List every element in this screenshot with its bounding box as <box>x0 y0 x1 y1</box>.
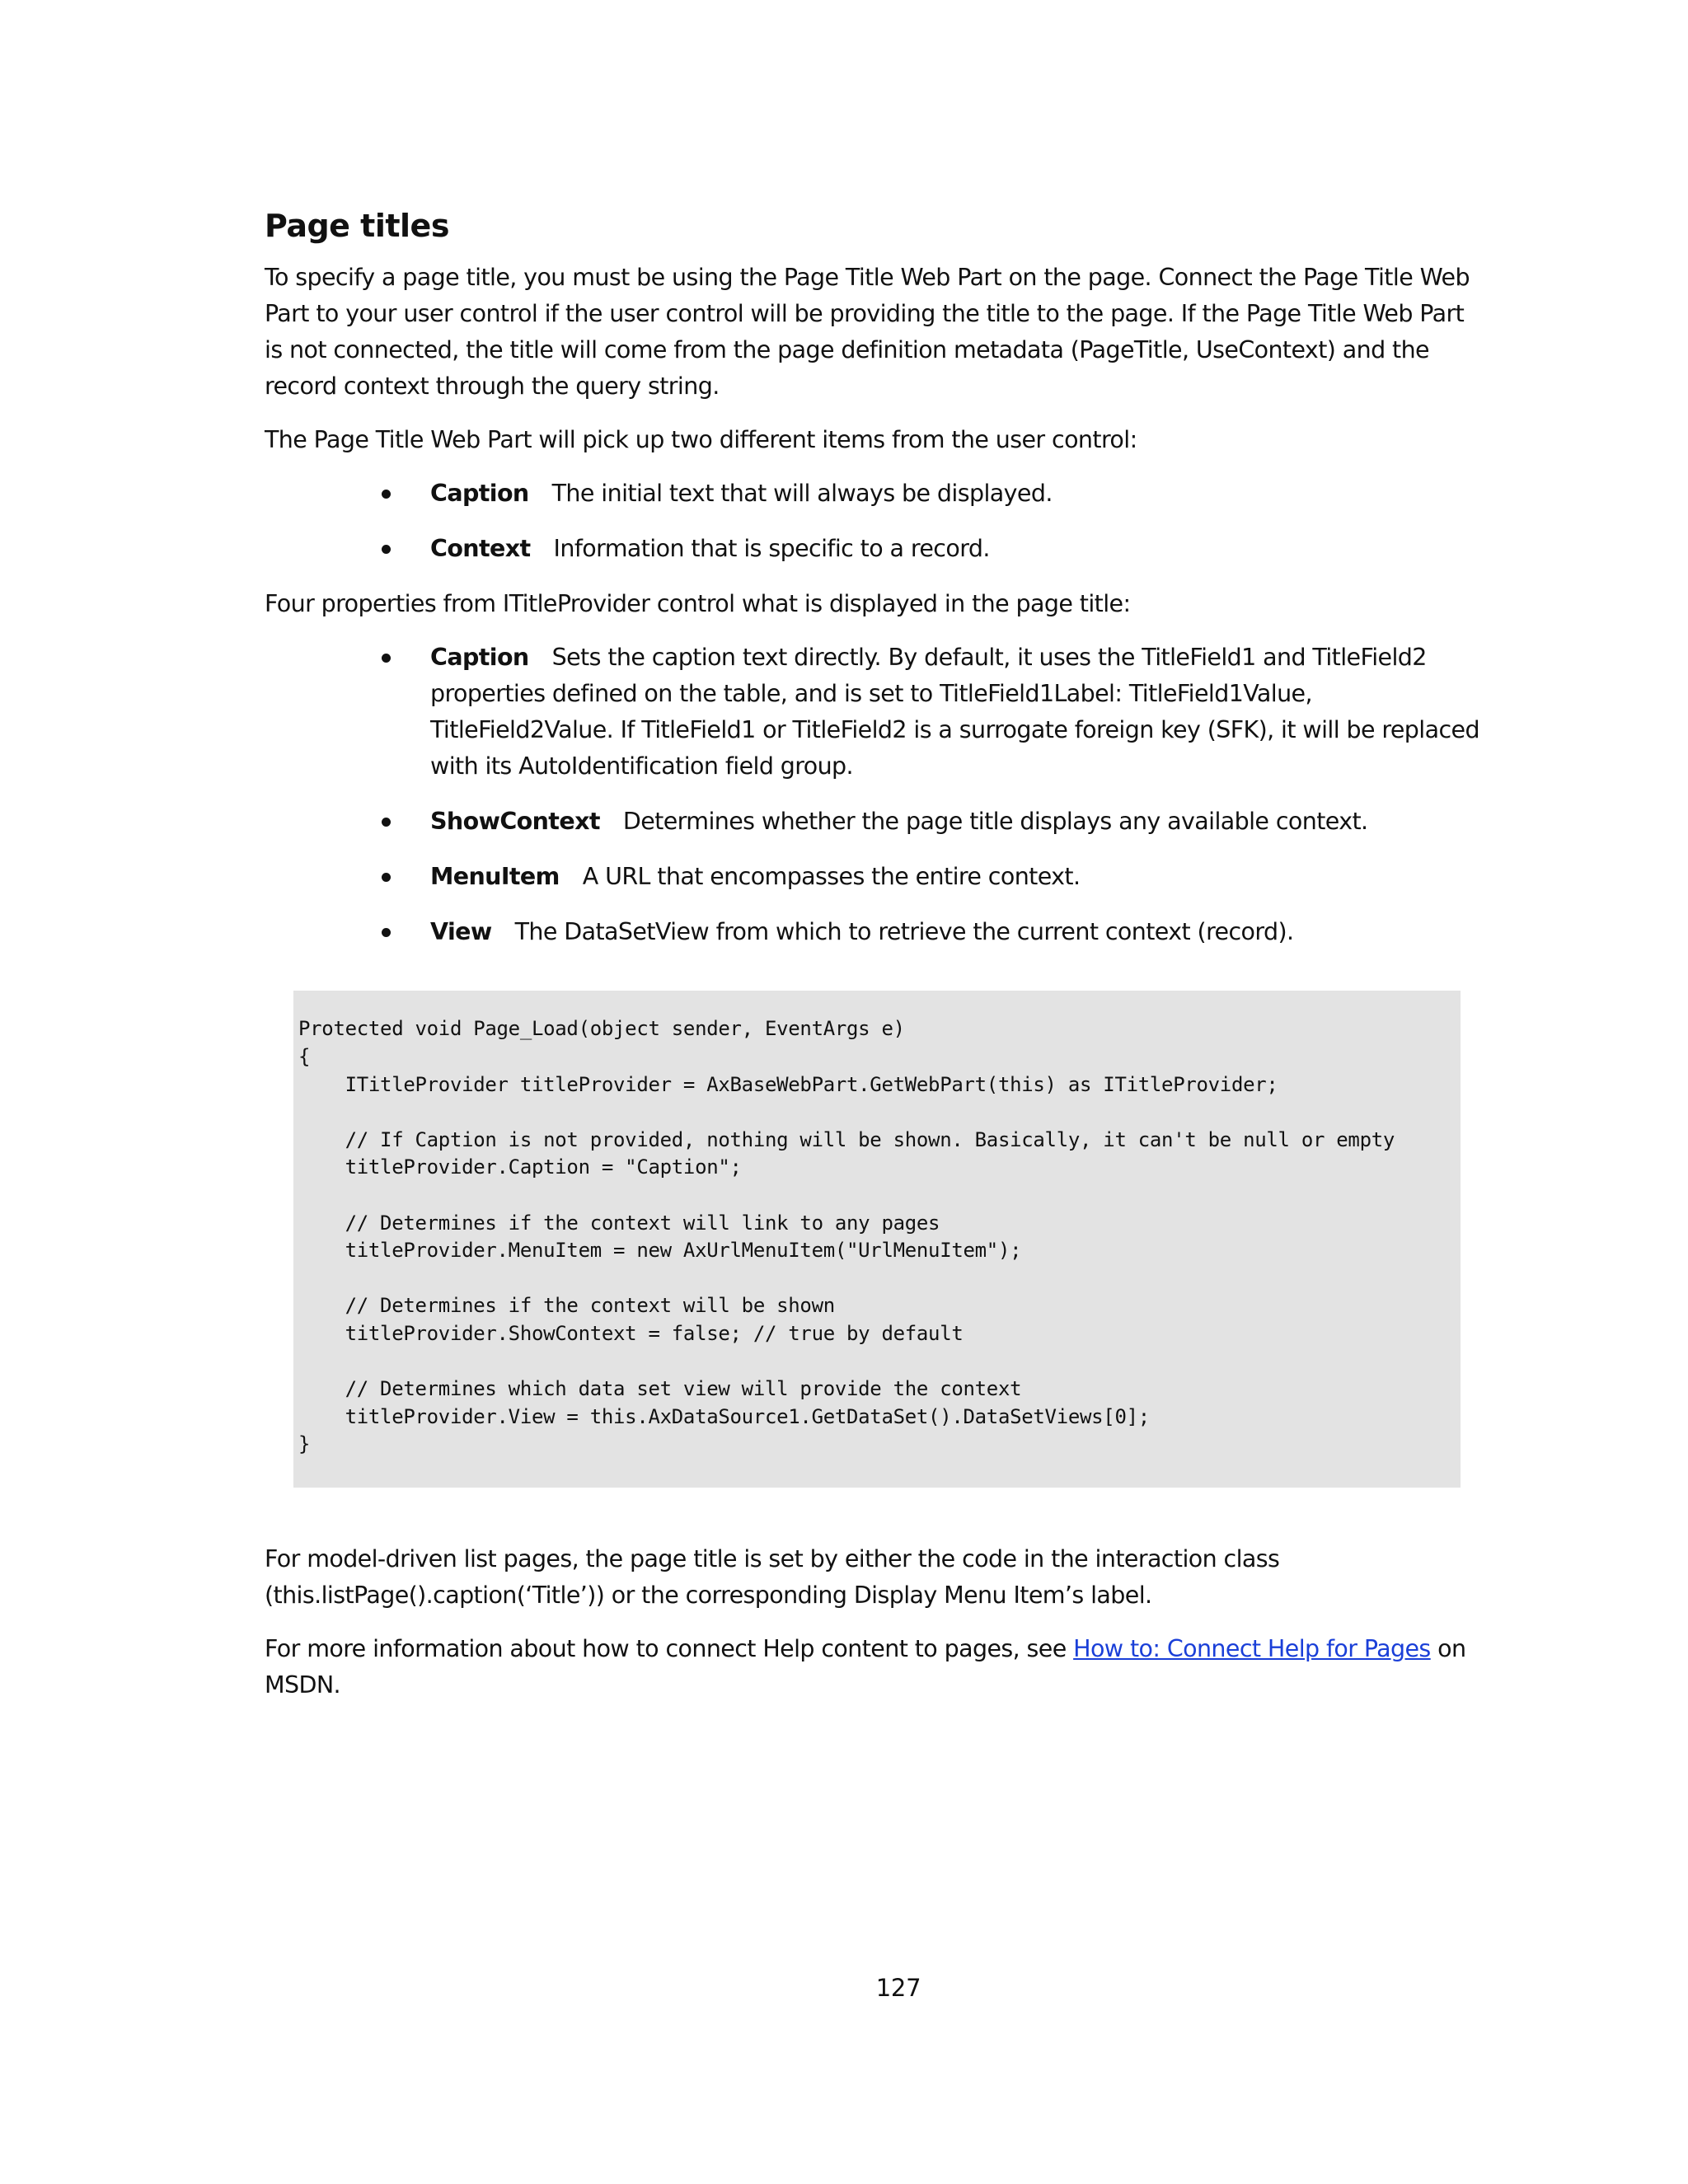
list-item-term: Caption <box>430 644 529 672</box>
list-item-desc: A URL that encompasses the entire context. <box>582 863 1081 891</box>
properties-list <box>265 640 1484 950</box>
list-item-term: MenuItem <box>430 863 560 891</box>
items-list <box>265 476 1484 567</box>
list-item-term: Context <box>430 535 531 563</box>
page-number: 127 <box>875 1974 921 2002</box>
list-item-term: ShowContext <box>430 808 600 836</box>
list-item-desc: Information that is specific to a record. <box>553 535 990 563</box>
list-item <box>265 859 1484 895</box>
document-page <box>265 206 1484 1721</box>
code-block <box>293 991 1461 1488</box>
bullet-icon <box>382 818 391 827</box>
bullet-icon <box>382 928 391 937</box>
list-item-desc: The DataSetView from which to retrieve the current context (record). <box>514 918 1294 946</box>
bullet-icon <box>382 873 391 882</box>
bullet-icon <box>382 490 391 499</box>
pickup-paragraph: The Page Title Web Part will pick up two different items from the user control: <box>265 426 1137 454</box>
list-item-desc: Determines whether the page title displays any available context. <box>622 808 1368 836</box>
more-info-suffix: on MSDN. <box>265 1635 1466 1699</box>
help-pages-link[interactable]: How to: Connect Help for Pages <box>1073 1635 1431 1663</box>
model-driven-paragraph: For model-driven list pages, the page title is set by either the code in the interaction class (this.listPage().caption(‘Title’)) or the corresponding Display Menu Item’s label. <box>265 1545 1280 1610</box>
section-title: Page titles <box>265 208 449 244</box>
bullet-icon <box>382 545 391 554</box>
properties-paragraph: Four properties from ITitleProvider control what is displayed in the page title: <box>265 590 1131 618</box>
code-listing: Protected void Page_Load(object sender, EventArgs e) { ITitleProvider titleProvider = AxBaseWebPart.GetWebPart(this) as ITitleProvider; // If Caption is not provided, nothing will be shown. Basically, it can't be null or empty titleProvider.Caption = "Caption"; // Determines if the context will link to any pages titleProvider.MenuItem = new AxUrlMenuItem("UrlMenuItem"); // Determines if the context will be shown titleProvider.ShowContext = false; // true by default // Determines which data set view will provide the context titleProvider.View = this.AxDataSource1.GetDataSet().DataSetViews[0]; } <box>298 1017 1395 1456</box>
list-item-term: Caption <box>430 480 529 508</box>
list-item-term: View <box>430 918 492 946</box>
list-item-desc: The initial text that will always be displayed. <box>551 480 1053 508</box>
list-item-desc: Sets the caption text directly. By default, it uses the TitleField1 and TitleField2 properties defined on the table, and is set to TitleField1Label: TitleField1Value, TitleField2Value. If TitleField1 or TitleField2 is a surrogate foreign key (SFK), it will be replaced with its AutoIdentification field group. <box>430 644 1479 780</box>
intro-paragraph: To specify a page title, you must be using the Page Title Web Part on the page. Connect the Page Title Web Part to your user control if the user control will be providing the title to the page. If the Page Title Web Part is not connected, the title will come from the page definition metadata (PageTitle, UseContext) and the record context through the query string. <box>265 264 1470 401</box>
bullet-icon <box>382 654 391 663</box>
list-item <box>265 531 1484 567</box>
list-item <box>265 914 1484 950</box>
more-info-text: For more information about how to connect Help content to pages, see <box>265 1635 1074 1663</box>
list-item <box>265 476 1484 512</box>
list-item <box>265 804 1484 840</box>
more-info-paragraph <box>265 1631 1484 1704</box>
list-item <box>265 640 1484 785</box>
